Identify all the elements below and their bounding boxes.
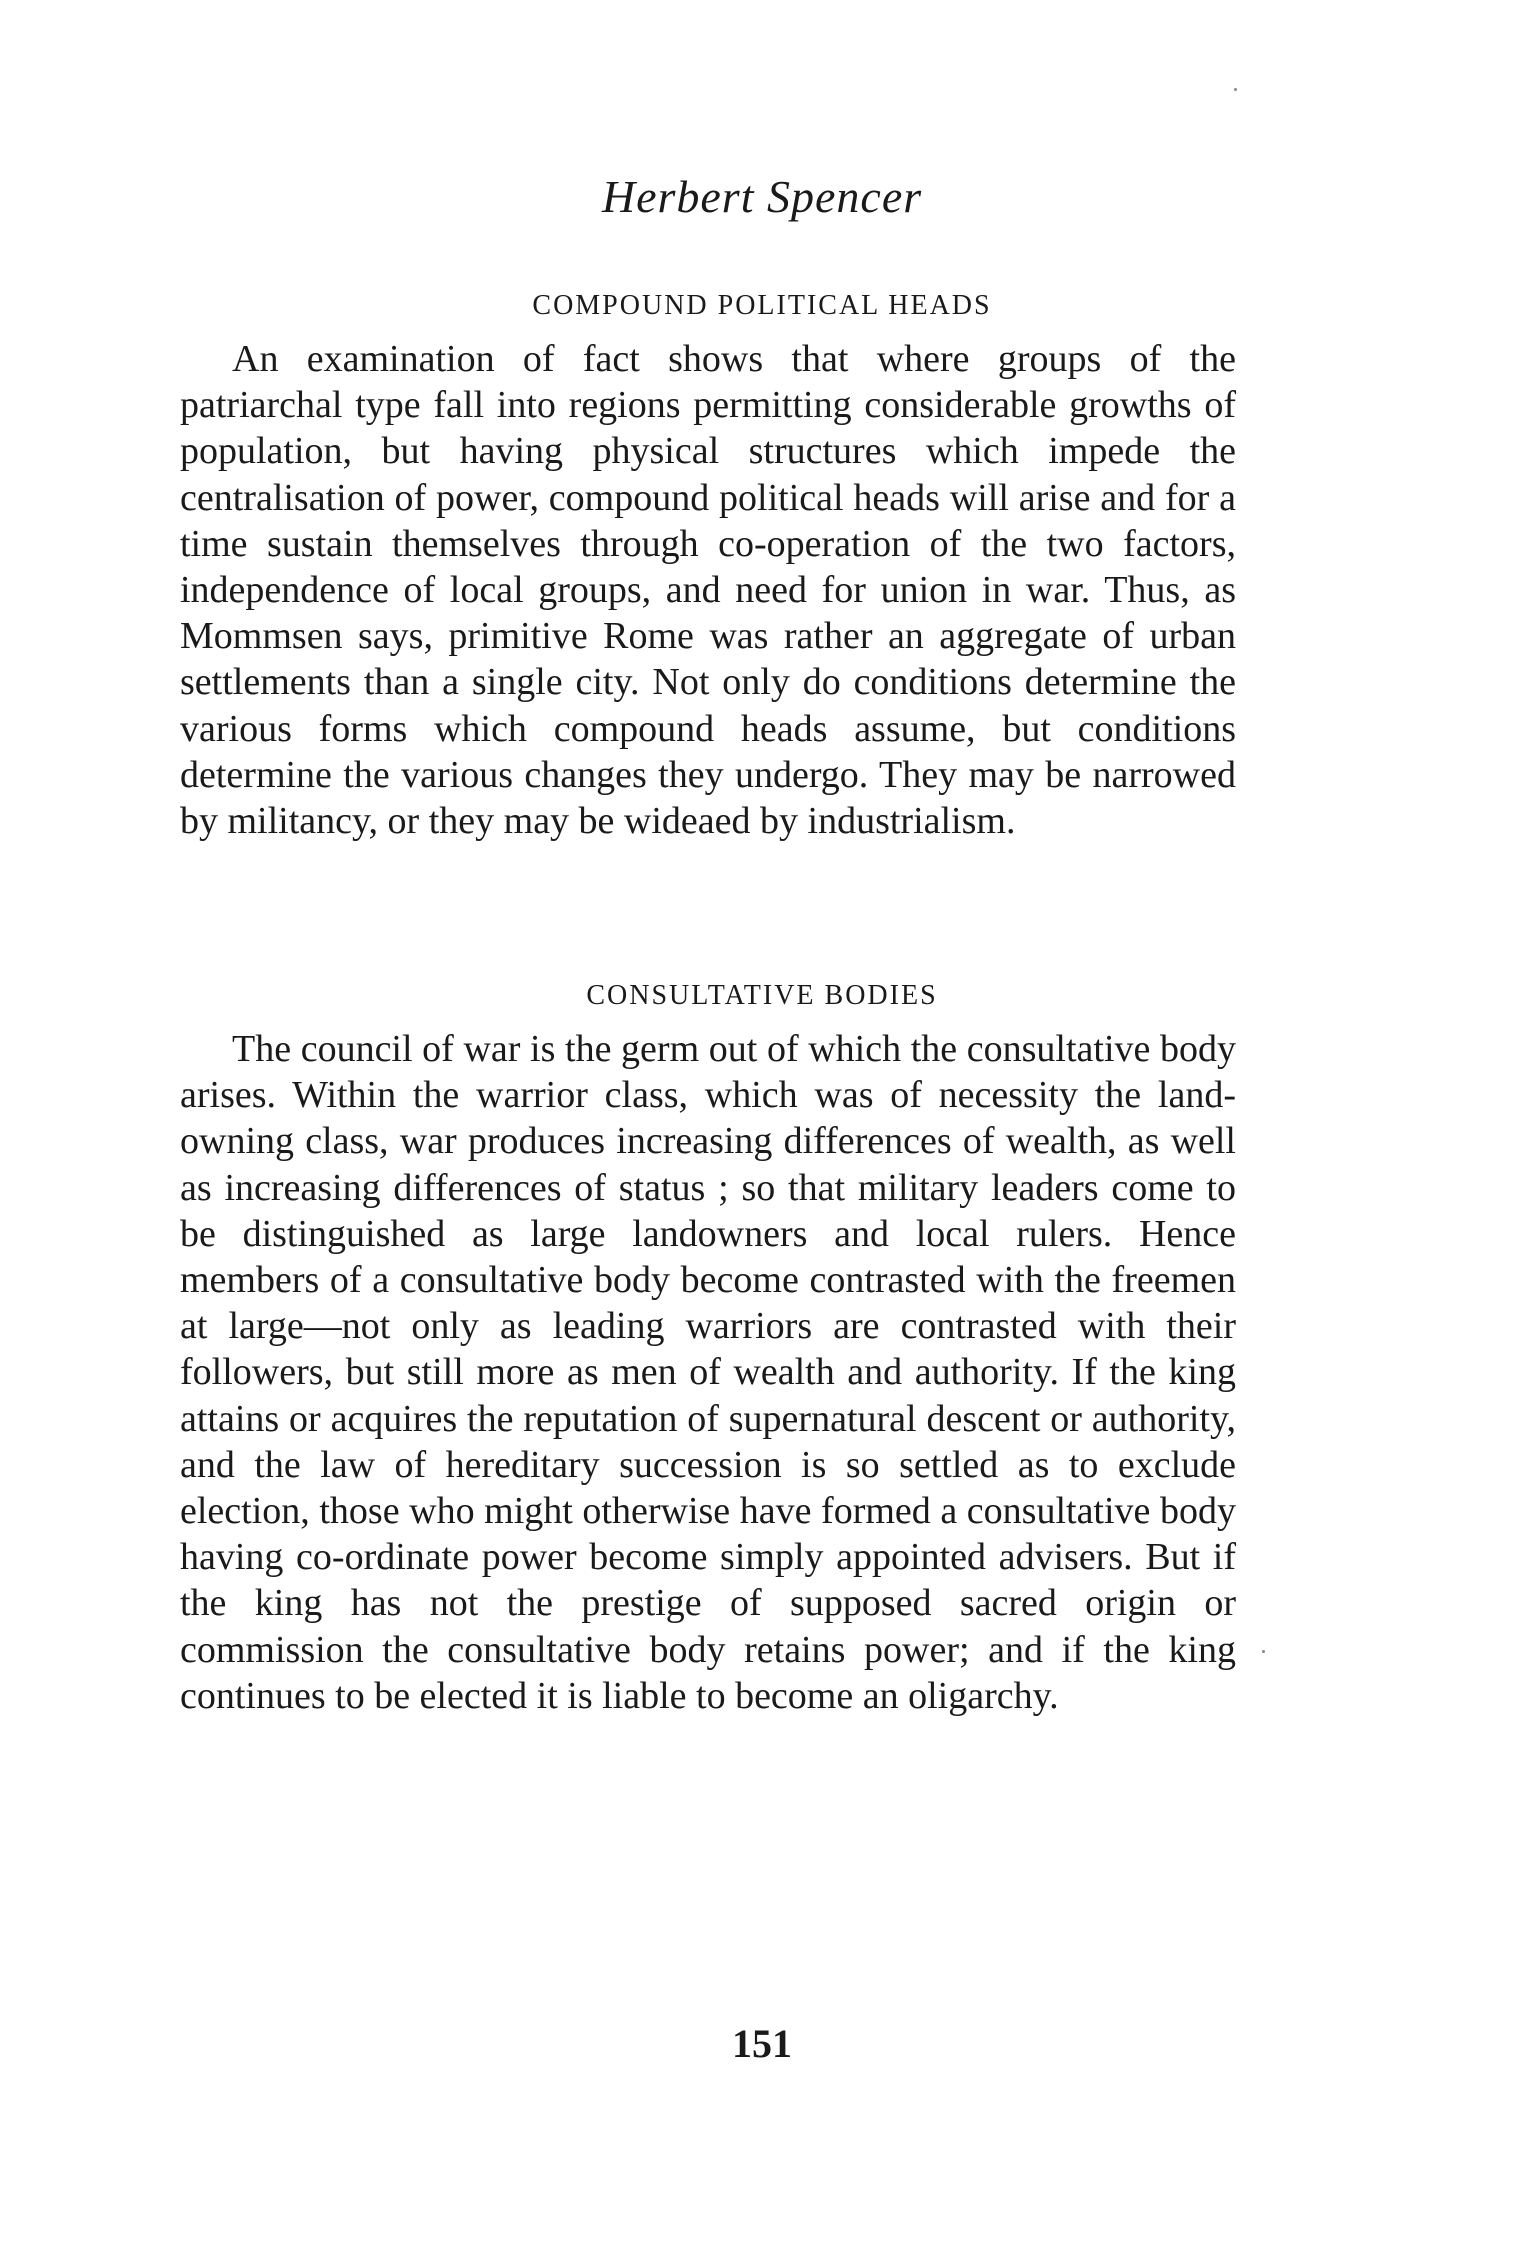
section-heading-consultative-bodies: CONSULTATIVE BODIES (586, 980, 938, 1011)
paper-speck (1262, 1650, 1265, 1653)
running-head: Herbert Spencer (601, 171, 923, 222)
paper-speck (1234, 88, 1237, 91)
paragraph-compound-political-heads: An examination of fact shows that where groups of the patriarchal type fall into regions permitting considerable growths of population, but having physical structures which impede the centralisation of power, compound political heads will arise and for a time sustain themselves through co-operation of the two factors, independence of local groups, and need for union in war. Thus, as Mommsen says, primitive Rome was rather an aggregate of urban settlements than a single city. Not only do conditions determine the various forms which compound heads assume, but conditions determine the various changes they undergo. They may be narrowed by militancy, or they may be wideaed by industrialism. (180, 338, 1236, 843)
section-heading-compound-political-heads: COMPOUND POLITICAL HEADS (532, 290, 992, 321)
paragraph-consultative-bodies: The council of war is the germ out of which the consultative body arises. Within the warrior class, which was of necessity the land-owning class, war produces increasing differences of wealth, as well as increasing differences of status ; so that military leaders come to be distinguished as large landowners and local rulers. Hence members of a consultative body become contrasted with the freemen at large—not only as leading warriors are contrasted with their followers, but still more as men of wealth and authority. If the king attains or acquires the reputation of supernatural descent or authority, and the law of hereditary succession is so settled as to exclude election, those who might otherwise have formed a consultative body having co-ordinate power become simply appointed advisers. But if the king has not the prestige of supposed sacred origin or commission the consultative body retains power; and if the king continues to be elected it is liable to become an oligarchy. (180, 1028, 1236, 1717)
page-number: 151 (732, 2021, 792, 2066)
